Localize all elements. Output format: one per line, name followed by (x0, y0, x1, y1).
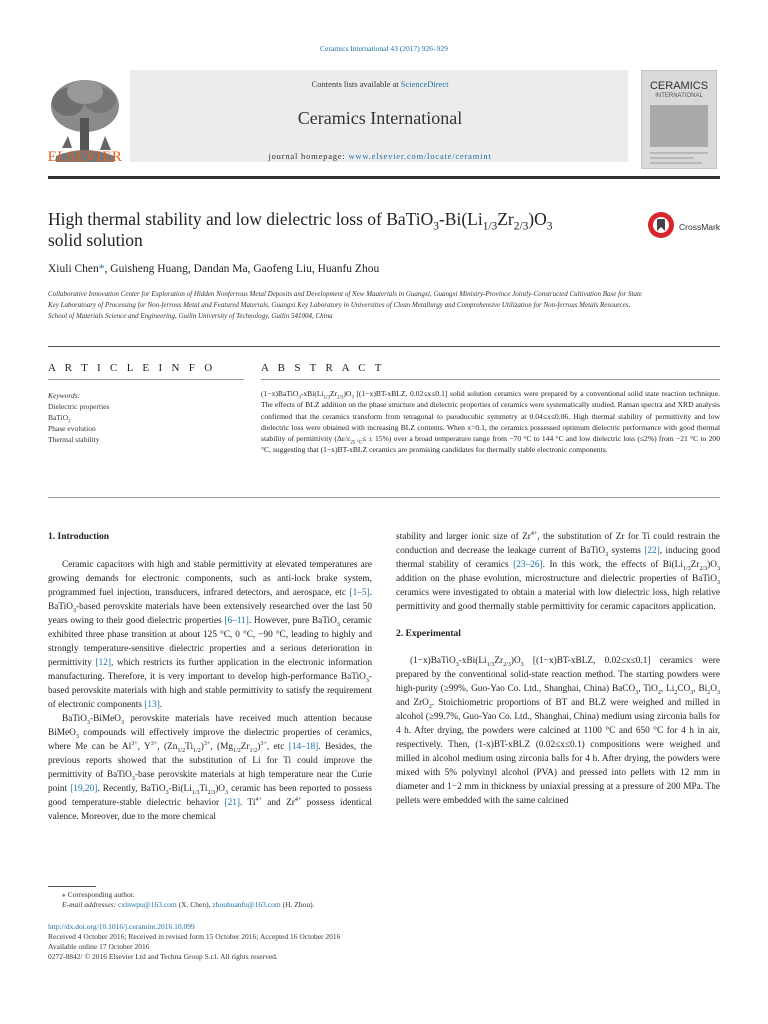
email-link-chen[interactable]: cxlnwpu@163.com (117, 900, 177, 909)
available-online: Available online 17 October 2016 (48, 942, 150, 951)
author-list: Xiuli Chen*, Guisheng Huang, Dandan Ma, Gaofeng Liu, Huanfu Zhou (48, 263, 380, 275)
footnote (48, 890, 448, 910)
copyright: 0272-8842/ © 2016 Elsevier Ltd and Techna Group S.r.l. All rights reserved. (48, 952, 278, 961)
keyword-item: Phase evolution (48, 424, 96, 433)
keyword-item: Thermal stability (48, 435, 100, 444)
body-paragraph: $(1-x)BaTiO_3-xBi(Li_{1/3}Zr_{2/3})O_3$ [(1−x)BT-xBLZ, 0.02≤x≤0.1] ceramics were prepared by the conventional solid-state reaction method. The starting powders were high-purity (≥99%, Guo-Yao Co. Ltd., Shanghai, China) BaCO$_3$, TiO$_2$, $Li_2CO_3$, $Bi_2O_3$ and ZrO$_2$. Stoichiometric proportions of BT and BLZ were weighed and milled in alcohol (≥99.7%, Guo-Yao Co. Ltd., Shanghai, China) medium using zirconia balls for 4 h. After drying, the powders were calcined at 1100 °C and 650 °C for 4 h in air, respectively. Then, (1-x)BT-xBLZ (0.02≤x≤0.1) compositions were weighed and milled in alcohol medium using zirconia balls for 4 h. After drying, the powders were mixed with 5% polyvinyl alcohol (PVA) and pressed into pellets with 12 mm in diameter and 1−2 mm in thickness by uniaxial pressing at a pressure of 200 MPa. The pellets were embedded with the same calcined (396, 656, 720, 806)
journal-citation-link[interactable]: Ceramics International 43 (2017) 926–929 (320, 44, 448, 53)
affiliation: Collaborative Innovation Center for Exploration of Hidden Nonferrous Metal Deposits and Development of New Maaterials in Guangxi, Guangxi Ministry-Province Jointly-Constructed Cultivation Base for State Key Laboratoary of Processing for Non-ferrous Metal and Featured Materials, Guangxi Key Laboratory in Universities of Clean Metallurgy and Comprehensive Utilization for Non-ferrous Metals Resources, School of Materials Science and Engineering, Guilin University of Technology, Guilin 541004, China (48, 290, 643, 320)
keywords-block (48, 390, 109, 445)
body-paragraph: Ceramic capacitors with high and stable permittivity at elevated temperatures are growing demands for electronic components, such as anti-lock brake system, programmed fuel injection, transducers, infrared detectors, and aerospace, etc [1–5]. BaTiO$_3$-based perovskite materials have been extensively researched over the last 50 years owing to their good dielectric properties [6–11]. However, pure BaTiO$_3$ ceramic exhibited three phase transition at about 125 °C, 0 °C, −90 °C, leading to highly and strongly temperature-sensitive dielectric properties and a serious deterioration in permittivity [12], which restricts its further application in the electronic information manufacturing. Therefore, it is very important to develop high-performance BaTiO$_3$-based perovskite materials with high and stable permittivity to satisfy the requirement of electronic components [13]. (48, 560, 372, 710)
homepage-link[interactable]: www.elsevier.com/locate/ceramint (348, 151, 492, 161)
contents-prefix: Contents lists available at (311, 79, 401, 89)
section-divider (48, 346, 720, 347)
publication-info (48, 922, 508, 962)
journal-name[interactable]: Ceramics International (297, 108, 463, 128)
body-paragraph: stability and larger ionic size of $Zr^{4+}$, the substitution of Zr for Ti could restrain the conduction and decrease the leakage current of BaTiO$_3$ systems [22], inducing good thermal stability of ceramics [23–26]. In this work, the effects of $Bi(Li_{1/3}Zr_{2/3})O_3$ addition on the phase evolution, microstructure and dielectric properties of BaTiO$_3$ ceramics were investigated to obtain a material with low dielectric loss, high relative permittivity and good thermally stable permittivity for ceramic capacitors application. (396, 530, 720, 612)
cover-image (650, 105, 708, 147)
cover-text-line (650, 162, 702, 164)
abstract-rule (261, 379, 720, 380)
journal-cover-thumbnail[interactable] (641, 70, 717, 169)
body-column-left (48, 530, 372, 824)
article-info-heading: A R T I C L E I N F O (48, 362, 216, 374)
elsevier-wordmark[interactable]: ELSEVIER (47, 149, 123, 165)
email-line (48, 900, 448, 910)
sciencedirect-link[interactable]: ScienceDirect (400, 79, 449, 89)
cover-text-line (650, 152, 708, 154)
received-dates: Received 4 October 2016; Received in revised form 15 October 2016; Accepted 16 October 2016 (48, 932, 341, 941)
article-info-rule (48, 379, 244, 380)
cover-text-line (650, 157, 694, 159)
email-link-zhou[interactable]: zhouhuanfu@163.com (212, 900, 281, 909)
doi-link[interactable]: http://dx.doi.org/10.1016/j.ceramint.2016.10.099 (48, 922, 195, 931)
email-label: E-mail addresses: (62, 900, 118, 909)
keyword-item: Dielectric properties (48, 402, 110, 411)
article-title: High thermal stability and low dielectric loss of $BaTiO_3-Bi(Li_{1/3}Zr_{2/3})O_3$ solid solution (48, 209, 553, 250)
crossmark-label[interactable]: CrossMark (679, 222, 721, 232)
corresponding-author-note: ⁎ Corresponding author. (62, 890, 135, 899)
email-name: (X. Chen), (176, 900, 213, 909)
abstract-text: $(1-x)BaTiO_3-xBi(Li_{1/3}Zr_{2/3})O_3$ [(1−x)BT-xBLZ, 0.02≤x≤0.1] solid solution ceramics were prepared by a conventional solid state reaction technique. The effects of BLZ addition on the phase structure and dielectric properties of ceramics were systematically studied. Raman spectra and XRD analysis confirmed that the ceramics transform from tetragonal to pseudocubic symmetry at 0.04≤x≤0.06. High thermal stability of permittivity and low dielectric loss were obtained with increasing BLZ contents. When x=0.1, the ceramics possessed optimum dielectric performance with good thermal stability of permittivity $(\Delta\varepsilon/\varepsilon_{25 ^\circ C}\le \pm 15\%)$ over a broad temperature range from −70 °C to 144 °C and low dielectric loss (≤2%) from −21 °C to 200 °C, suggesting that (1−x)BT-xBLZ ceramics are promising candidates for thermally stable electronic components. (261, 389, 720, 455)
keyword-item: BaTiO$_3$ (48, 413, 71, 425)
section-heading-experimental: 2. Experimental (396, 629, 461, 639)
homepage-prefix: journal homepage: (268, 151, 349, 161)
abstract-heading: A B S T R A C T (261, 362, 385, 374)
body-column-right (396, 530, 720, 808)
cover-subtitle: INTERNATIONAL (655, 93, 703, 99)
cover-title: CERAMICS (649, 80, 709, 92)
header-divider (48, 176, 720, 179)
email-name: (H. Zhou). (280, 900, 315, 909)
footnote-rule (48, 886, 96, 887)
section-heading-introduction: 1. Introduction (48, 532, 110, 542)
abstract-bottom-rule (48, 497, 720, 498)
body-paragraph: BaTiO$_3$-BiMeO$_3$ perovskite materials have received much attention because BiMeO$_3$ compounds will effectively improve the dielectric properties of ceramics, where Me can be $Al^{3+}$, $Y^{3+}$, $(Zn_{1/2}Ti_{1/2})^{3+}$, $(Mg_{1/2}Zr_{1/2})^{3+}$, etc [14–18]. Besides, the previous reports showed that the substitution of Li for Ti could improve the permittivity of BaTiO$_3$-base perovskite materials at high temperature near the Curie point [19,20]. Recently, $BaTiO_3-Bi(Li_{1/3}Ti_{2/3})O_3$ ceramic has been reported to possess good temperature-stable dielectric behavior [21]. $Ti^{4+}$ and $Zr^{4+}$ possess identical valence. Moreover, due to the more chemical (48, 714, 373, 822)
keywords-label: Keywords: (48, 391, 81, 400)
